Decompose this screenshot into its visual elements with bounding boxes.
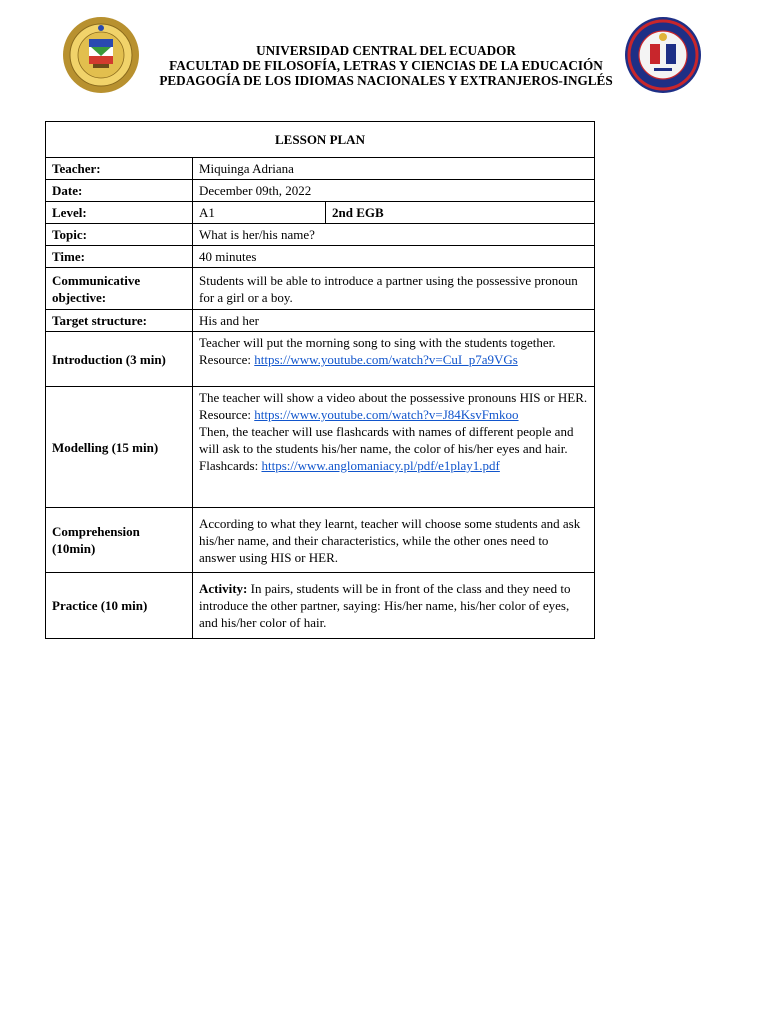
date-label: Date: bbox=[46, 180, 193, 202]
introduction-resource-label: Resource: bbox=[199, 352, 255, 367]
table-row bbox=[46, 508, 595, 573]
time-value: 40 minutes bbox=[193, 246, 595, 268]
topic-label: Topic: bbox=[46, 224, 193, 246]
objective-value: Students will be able to introduce a partner using the possessive pronoun for a girl or a boy. bbox=[193, 268, 595, 310]
modelling-label: Modelling (15 min) bbox=[46, 387, 193, 508]
university-seal-logo bbox=[62, 16, 140, 94]
table-row bbox=[46, 158, 595, 180]
topic-value: What is her/his name? bbox=[193, 224, 595, 246]
level-value: A1 bbox=[193, 202, 326, 224]
flashcards-link[interactable]: https://www.anglomaniacy.pl/pdf/e1play1.pdf bbox=[261, 458, 500, 473]
lesson-plan-title: LESSON PLAN bbox=[46, 122, 595, 158]
structure-value: His and her bbox=[193, 310, 595, 332]
teacher-label: Teacher: bbox=[46, 158, 193, 180]
table-row bbox=[46, 202, 595, 224]
comprehension-label: Comprehension (10min) bbox=[46, 508, 193, 573]
table-row bbox=[46, 224, 595, 246]
table-row bbox=[46, 246, 595, 268]
table-row bbox=[46, 573, 595, 639]
flashcards-label: Flashcards: bbox=[199, 458, 262, 473]
introduction-label: Introduction (3 min) bbox=[46, 332, 193, 387]
university-name: UNIVERSIDAD CENTRAL DEL ECUADOR bbox=[256, 43, 516, 58]
introduction-text: Teacher will put the morning song to sing with the students together. bbox=[199, 335, 556, 350]
table-row bbox=[46, 387, 595, 508]
table-row bbox=[46, 268, 595, 310]
practice-value: In pairs, students will be in front of the class and they need to introduce the other partner, saying: His/her name, his/her color of eyes, and his/her color of hair. bbox=[199, 581, 571, 630]
modelling-resource-link[interactable]: https://www.youtube.com/watch?v=J84KsvFmkoo bbox=[254, 407, 519, 422]
practice-cell bbox=[193, 573, 595, 639]
modelling-resource-label: Resource: bbox=[199, 407, 255, 422]
grade-value: 2nd EGB bbox=[326, 202, 595, 224]
lesson-plan-table bbox=[45, 121, 595, 639]
faculty-name: FACULTAD DE FILOSOFÍA, LETRAS Y CIENCIAS DE LA EDUCACIÓN bbox=[169, 58, 603, 73]
practice-label: Practice (10 min) bbox=[46, 573, 193, 639]
table-row bbox=[46, 310, 595, 332]
comprehension-value: According to what they learnt, teacher will choose some students and ask his/her name, and their characteristics, while the other ones need to answer using HIS or HER. bbox=[193, 508, 595, 573]
program-name: PEDAGOGÍA DE LOS IDIOMAS NACIONALES Y EXTRANJEROS-INGLÉS bbox=[159, 73, 613, 88]
teacher-value: Miquinga Adriana bbox=[193, 158, 595, 180]
modelling-cell bbox=[193, 387, 595, 508]
modelling-text-2: Then, the teacher will use flashcards with names of different people and will ask to the students his/her name, the color of his/her eyes and hair. bbox=[199, 424, 574, 456]
table-row bbox=[46, 122, 595, 158]
table-row bbox=[46, 180, 595, 202]
level-label: Level: bbox=[46, 202, 193, 224]
practice-activity-label: Activity: bbox=[199, 581, 248, 596]
table-row bbox=[46, 332, 595, 387]
document-header bbox=[0, 0, 768, 110]
introduction-cell bbox=[193, 332, 595, 387]
time-label: Time: bbox=[46, 246, 193, 268]
introduction-resource-link[interactable]: https://www.youtube.com/watch?v=CuI_p7a9VGs bbox=[254, 352, 518, 367]
modelling-text-1: The teacher will show a video about the possessive pronouns HIS or HER. bbox=[199, 390, 588, 405]
structure-label: Target structure: bbox=[46, 310, 193, 332]
date-value: December 09th, 2022 bbox=[193, 180, 595, 202]
objective-label: Communicative objective: bbox=[46, 268, 193, 310]
